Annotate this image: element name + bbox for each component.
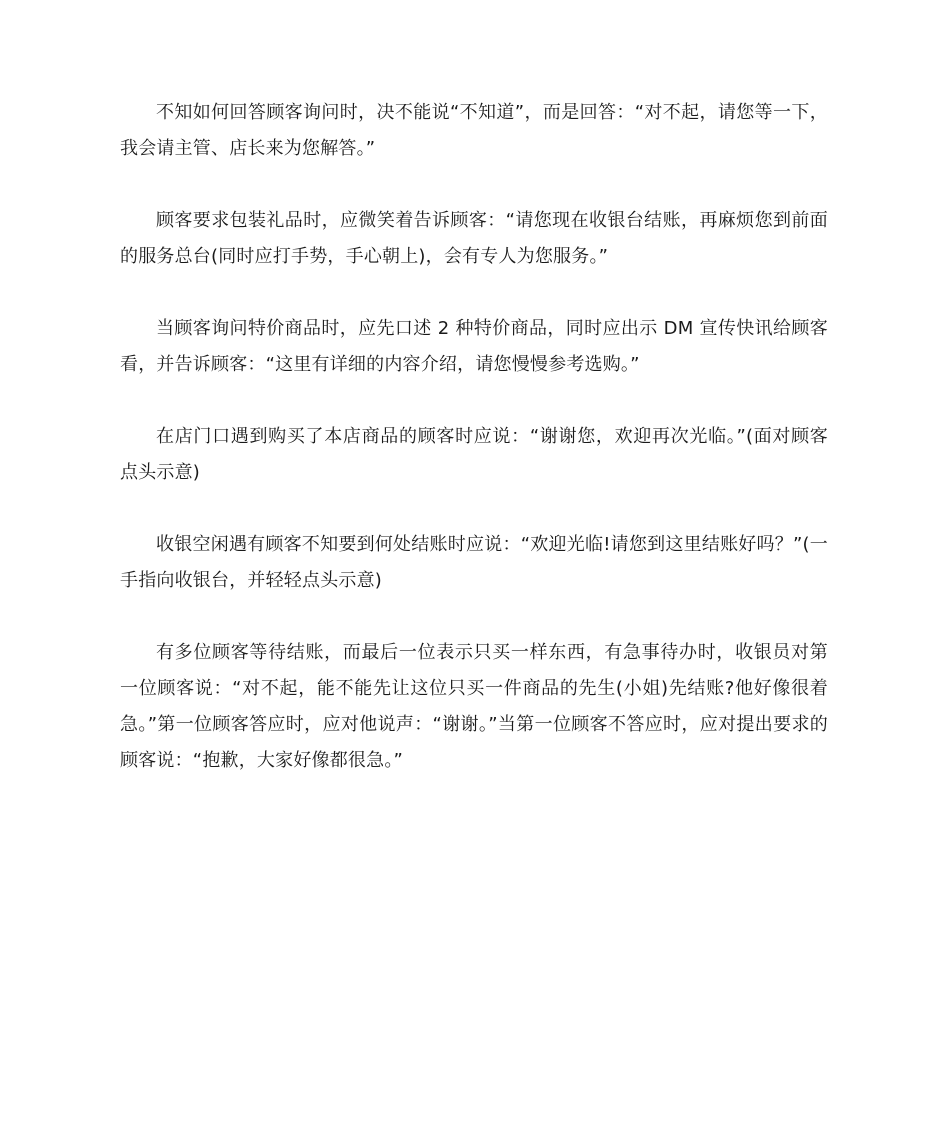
paragraph-idle-checkout-guidance: 收银空闲遇有顾客不知要到何处结账时应说：“欢迎光临!请您到这里结账好吗？”(一手指向收银台，并轻轻点头示意) [120,534,828,591]
paragraph-special-offers: 当顾客询问特价商品时，应先口述 2 种特价商品，同时应出示 DM 宣传快讯给顾客看，并告诉顾客：“这里有详细的内容介绍，请您慢慢参考选购。” [120,318,828,375]
document-body [120,95,828,815]
paragraph-queue-priority: 有多位顾客等待结账，而最后一位表示只买一样东西，有急事待办时，收银员对第一位顾客说：“对不起，能不能先让这位只买一件商品的先生(小姐)先结账?他好像很着急。”第一位顾客答应时，应对他说声：“谢谢。”当第一位顾客不答应时，应对提出要求的顾客说：“抱歉，大家好像都很急。” [120,642,828,771]
paragraph-dont-know-answer: 不知如何回答顾客询问时，决不能说“不知道”，而是回答：“对不起，请您等一下，我会请主管、店长来为您解答。” [120,102,828,159]
paragraph-store-entrance-thanks: 在店门口遇到购买了本店商品的顾客时应说：“谢谢您，欢迎再次光临。”(面对顾客点头示意) [120,426,828,483]
paragraph-gift-wrapping: 顾客要求包装礼品时，应微笑着告诉顾客：“请您现在收银台结账，再麻烦您到前面的服务总台(同时应打手势，手心朝上)，会有专人为您服务。” [120,210,828,267]
